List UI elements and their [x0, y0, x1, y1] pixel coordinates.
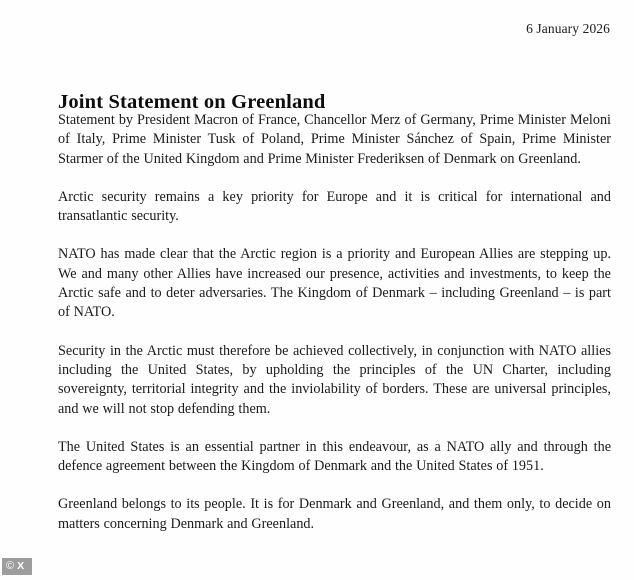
paragraph: The United States is an essential partner in this endeavour, as a NATO ally and through the defence agreement between the Kingdom of Denmark and the United States of 1951.: [58, 438, 611, 475]
paragraph: NATO has made clear that the Arctic region is a priority and European Allies are stepping up. We and many other Allies have increased our presence, activities and investments, to keep the Arctic safe and to deter adversaries. The Kingdom of Denmark – including Greenland – is part of NATO.: [58, 246, 611, 321]
document-date: 6 January 2026: [526, 21, 610, 36]
attribution-source-label: X: [17, 560, 25, 573]
document-body: [58, 111, 611, 534]
attribution-badge: [2, 558, 32, 575]
paragraph: Statement by President Macron of France, Chancellor Merz of Germany, Prime Minister Meloni of Italy, Prime Minister Tusk of Poland, Prime Minister Sánchez of Spain, Prime Minister Starmer of the United Kingdom and Prime Minister Frederiksen of Denmark on Greenland.: [58, 112, 611, 167]
paragraph: Arctic security remains a key priority for Europe and it is critical for international and transatlantic security.: [58, 188, 611, 225]
page-title: Joint Statement on Greenland: [58, 90, 326, 113]
paragraph: Greenland belongs to its people. It is for Denmark and Greenland, and them only, to decide on matters concerning Denmark and Greenland.: [58, 496, 611, 532]
copyright-icon: ©: [6, 560, 15, 572]
paragraph: Security in the Arctic must therefore be achieved collectively, in conjunction with NATO allies including the United States, by upholding the principles of the UN Charter, including sovereignty, territorial integrity and the inviolability of borders. These are universal principles, and we will not stop defending them.: [58, 342, 611, 417]
